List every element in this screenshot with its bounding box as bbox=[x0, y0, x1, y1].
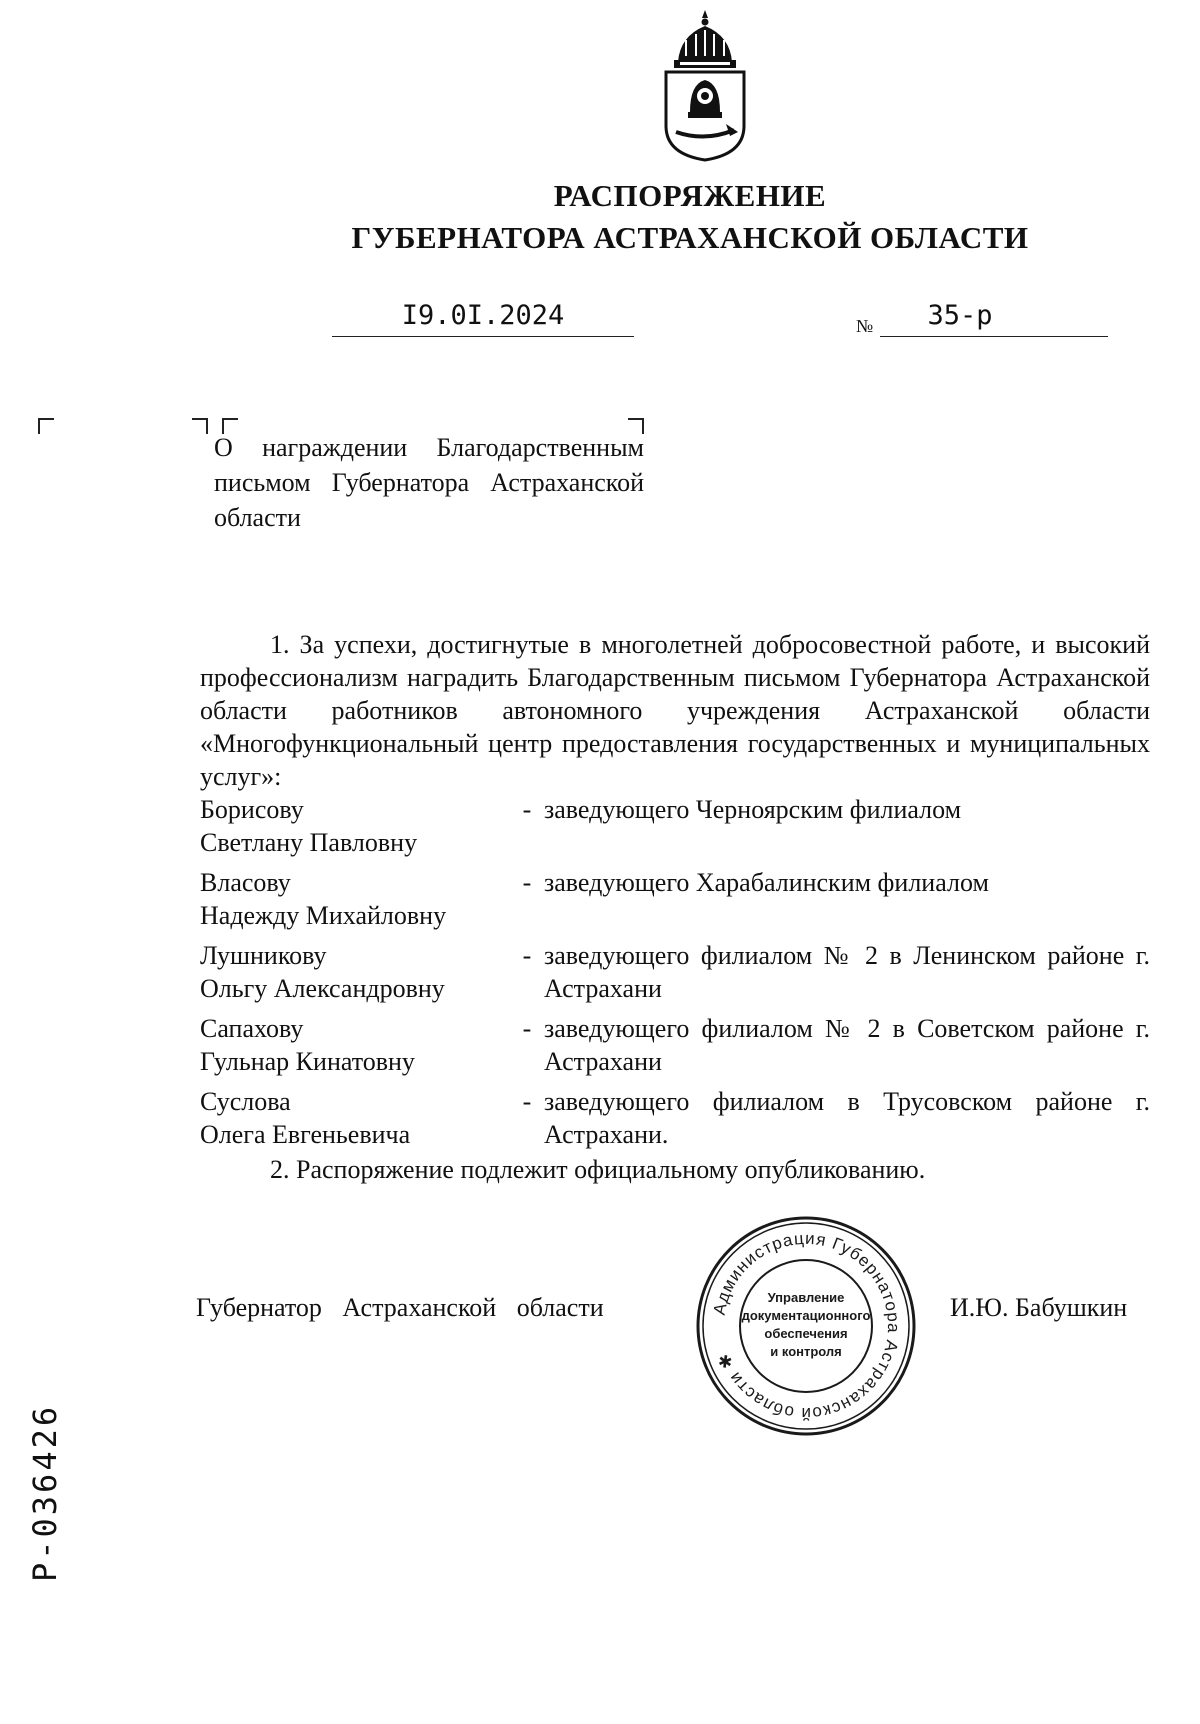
awardee-surname: Борисову bbox=[200, 795, 304, 824]
coat-of-arms-emblem bbox=[652, 6, 758, 164]
subject-corner-mark-left bbox=[192, 418, 208, 434]
awardee-surname: Власову bbox=[200, 868, 291, 897]
awardee-surname: Суслова bbox=[200, 1087, 291, 1116]
registration-number: Р-036426 bbox=[26, 1403, 64, 1582]
awardee-row bbox=[200, 939, 1150, 1005]
awardee-given-names: Светлану Павловну bbox=[200, 828, 418, 857]
awardee-position: заведующего Черноярским филиалом bbox=[544, 795, 962, 824]
awardee-position: заведующего филиалом № 2 в Советском районе г. Астрахани bbox=[544, 1014, 1150, 1076]
number-sign: № bbox=[856, 316, 874, 336]
svg-text:документационного: документационного bbox=[741, 1308, 871, 1323]
signatory-title: Губернатор Астраханской области bbox=[196, 1293, 604, 1322]
document-type-title: РАСПОРЯЖЕНИЕ bbox=[553, 178, 827, 213]
awardee-dash: - bbox=[522, 1014, 532, 1043]
awardee-given-names: Ольгу Александровну bbox=[200, 974, 445, 1003]
svg-text:обеспечения: обеспечения bbox=[764, 1326, 848, 1341]
awardee-given-names: Надежду Михайловну bbox=[200, 901, 447, 930]
paragraph-1: 1. За успехи, достигнутые в многолетней добросовестной работе, и высокий профессионализм наградить Благодарственным письмом Губернатора Астраханской области работников автономного учреждения Астраханской области «Многофункциональный центр предоставления государственных и муниципальных услуг»: bbox=[200, 630, 1150, 791]
paragraph-2: 2. Распоряжение подлежит официальному опубликованию. bbox=[270, 1155, 926, 1184]
margin-corner-mark bbox=[38, 418, 54, 434]
svg-text:Администрация Губернатора Астр: Администрация Губернатора Астраханской области ✱ bbox=[709, 1228, 904, 1424]
awardee-row bbox=[200, 1012, 1150, 1078]
awardee-given-names: Олега Евгеньевича bbox=[200, 1120, 411, 1149]
document-body bbox=[200, 628, 1150, 1186]
awardee-given-names: Гульнар Кинатовну bbox=[200, 1047, 415, 1076]
svg-text:и контроля: и контроля bbox=[770, 1344, 842, 1359]
awardee-dash: - bbox=[522, 795, 532, 824]
awardee-dash: - bbox=[522, 941, 532, 970]
awardee-position: заведующего филиалом в Трусовском районе г. Астрахани. bbox=[544, 1087, 1150, 1149]
awardee-position: заведующего Харабалинским филиалом bbox=[544, 868, 989, 897]
awardee-row bbox=[200, 793, 1150, 859]
document-number: 35-р bbox=[927, 300, 993, 331]
awardee-row bbox=[200, 866, 1150, 932]
awardee-surname: Лушникову bbox=[200, 941, 327, 970]
official-stamp bbox=[690, 1210, 922, 1442]
document-date: I9.0I.2024 bbox=[401, 300, 565, 331]
svg-text:Управление: Управление bbox=[767, 1290, 845, 1305]
issuer-title: ГУБЕРНАТОРА АСТРАХАНСКОЙ ОБЛАСТИ bbox=[351, 220, 1029, 255]
document-subject: О награждении Благодарственным письмом Губернатора Астраханской области bbox=[214, 433, 644, 532]
awardee-surname: Сапахову bbox=[200, 1014, 304, 1043]
awardee-dash: - bbox=[522, 1087, 532, 1116]
awardee-row bbox=[200, 1085, 1150, 1151]
awardee-dash: - bbox=[522, 868, 532, 897]
awardee-position: заведующего филиалом № 2 в Ленинском районе г. Астрахани bbox=[544, 941, 1150, 1003]
signatory-name: И.Ю. Бабушкин bbox=[950, 1293, 1128, 1322]
